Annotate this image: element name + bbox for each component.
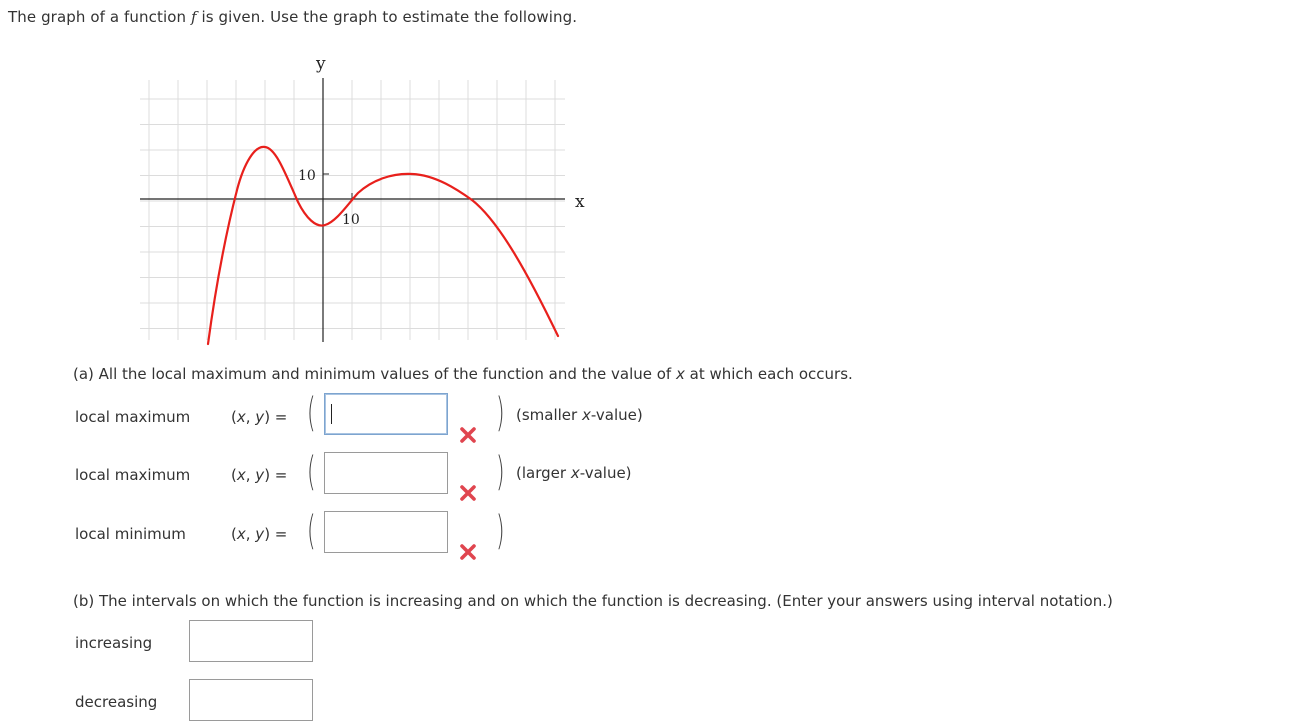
close-icon	[459, 484, 477, 502]
local-max-1-input[interactable]	[324, 393, 448, 435]
part-b-instructions: (b) The intervals on which the function is increasing and on which the function is decreasing. (Enter your answers using interval notation.)	[73, 592, 1113, 610]
function-curve	[208, 147, 558, 344]
local-max-2-xy-label: (x, y) =	[231, 466, 288, 484]
open-paren: (	[307, 449, 316, 495]
local-max-2-input[interactable]	[324, 452, 448, 494]
function-graph	[0, 0, 620, 360]
close-icon	[459, 426, 477, 444]
local-max-1-note: (smaller x-value)	[516, 406, 643, 424]
x-tick-label: 10	[342, 212, 360, 228]
local-max-1-label: local maximum	[75, 408, 191, 426]
local-max-2-note: (larger x-value)	[516, 464, 632, 482]
local-min-xy-label: (x, y) =	[231, 525, 288, 543]
y-axis-label: y	[316, 54, 326, 74]
decreasing-input[interactable]	[189, 679, 313, 721]
text-cursor	[331, 404, 332, 424]
close-paren: )	[496, 449, 505, 495]
open-paren: (	[307, 508, 316, 554]
local-max-1-xy-label: (x, y) =	[231, 408, 288, 426]
local-min-label: local minimum	[75, 525, 186, 543]
increasing-label: increasing	[75, 634, 153, 652]
y-tick-label: 10	[298, 168, 316, 184]
close-paren: )	[496, 390, 505, 436]
part-a-instructions: (a) All the local maximum and minimum values of the function and the value of x at which each occurs.	[73, 365, 853, 383]
x-axis-label: x	[575, 192, 585, 212]
local-min-input[interactable]	[324, 511, 448, 553]
close-icon	[459, 543, 477, 561]
increasing-input[interactable]	[189, 620, 313, 662]
local-max-2-label: local maximum	[75, 466, 191, 484]
open-paren: (	[307, 390, 316, 436]
question-prompt: The graph of a function f is given. Use the graph to estimate the following.	[8, 8, 578, 26]
decreasing-label: decreasing	[75, 693, 158, 711]
close-paren: )	[496, 508, 505, 554]
graph-grid	[140, 80, 565, 340]
